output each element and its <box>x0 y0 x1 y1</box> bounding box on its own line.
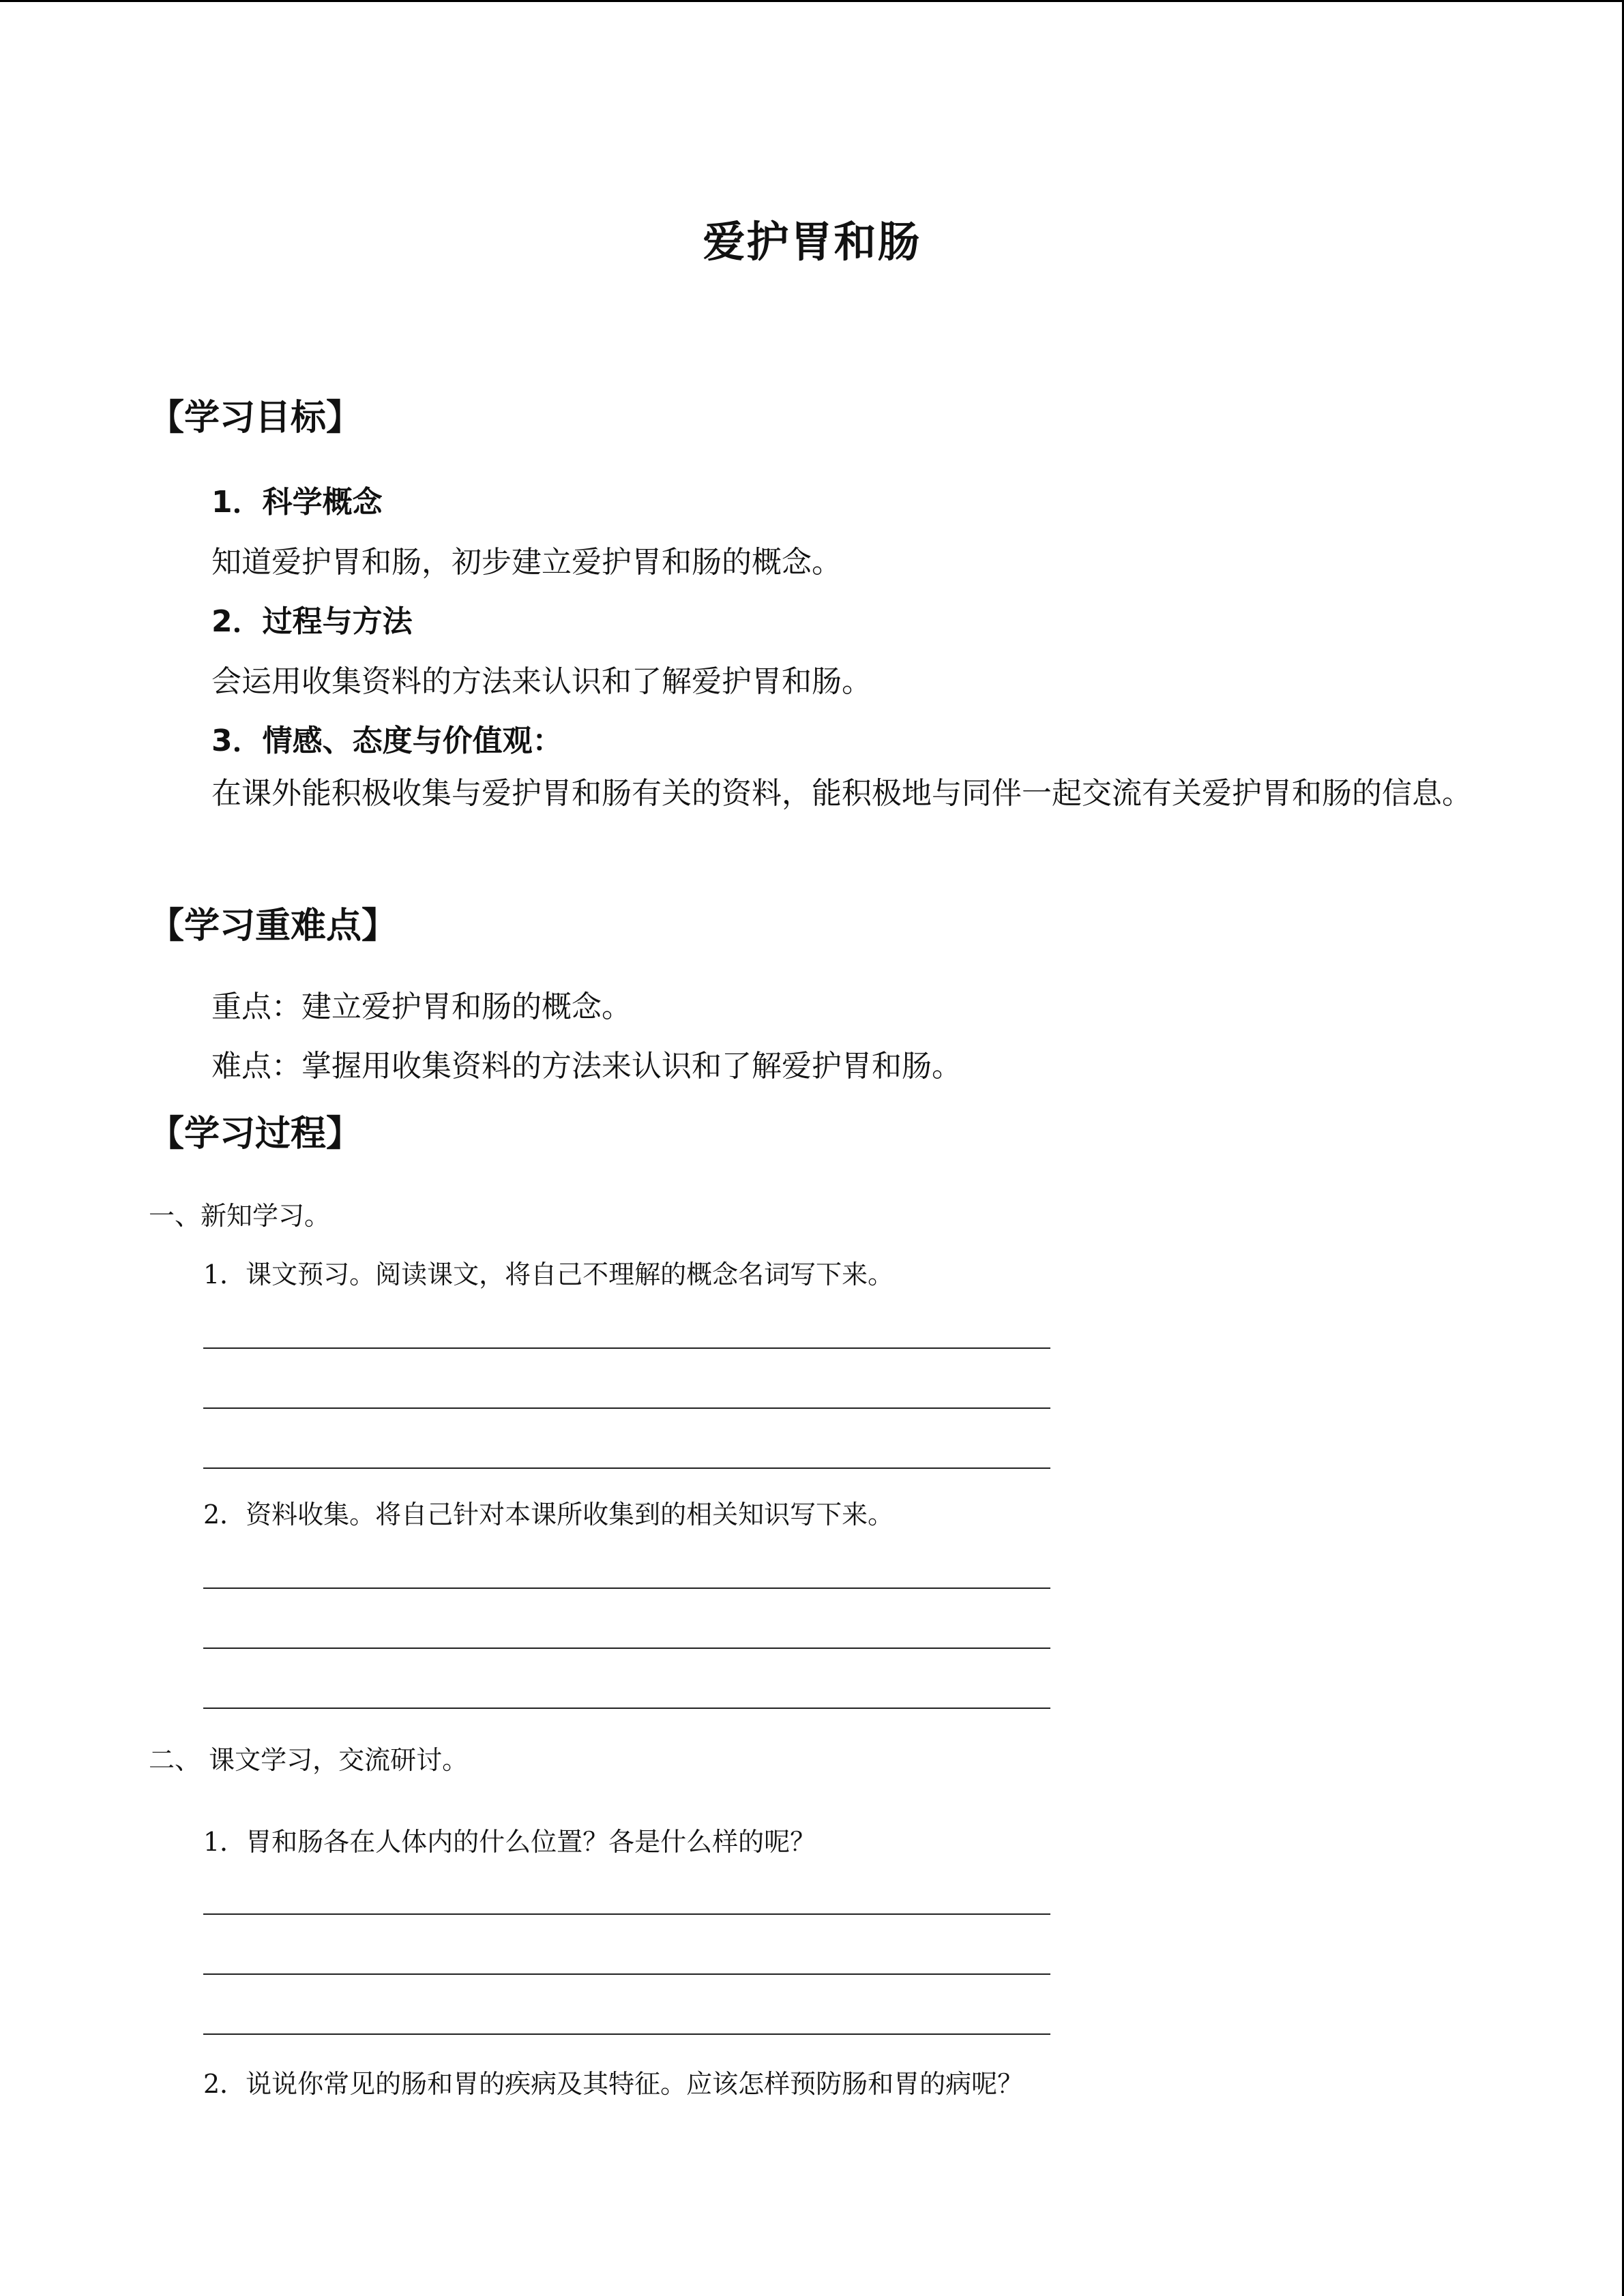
answer-line[interactable] <box>203 2033 1050 2035</box>
part1-title: 一、新知学习。 <box>149 1201 331 1231</box>
process-heading: 【学习过程】 <box>149 1114 362 1154</box>
answer-line[interactable] <box>203 1587 1050 1589</box>
objective-2-text: 会运用收集资料的方法来认识和了解爱护胃和肠。 <box>211 664 872 699</box>
answer-line[interactable] <box>203 1407 1050 1409</box>
answer-line[interactable] <box>203 1467 1050 1469</box>
answer-line[interactable] <box>203 1913 1050 1915</box>
objective-2-title: 2．过程与方法 <box>211 604 413 639</box>
objectives-heading: 【学习目标】 <box>149 398 362 438</box>
answer-line[interactable] <box>203 1648 1050 1649</box>
objective-3-title: 3．情感、态度与价值观： <box>211 724 563 758</box>
focus-text: 重点：建立爱护胃和肠的概念。 <box>211 989 632 1024</box>
part2-question-2: 2．说说你常见的肠和胃的疾病及其特征。应该怎样预防肠和胃的病呢？ <box>203 2069 1024 2099</box>
key-points-heading: 【学习重难点】 <box>149 906 398 946</box>
difficulty-text: 难点：掌握用收集资料的方法来认识和了解爱护胃和肠。 <box>211 1049 962 1084</box>
answer-line[interactable] <box>203 1973 1050 1975</box>
objective-1-text: 知道爱护胃和肠，初步建立爱护胃和肠的概念。 <box>211 545 842 580</box>
part1-question-1: 1．课文预习。阅读课文，将自己不理解的概念名词写下来。 <box>203 1259 894 1289</box>
part1-question-2: 2．资料收集。将自己针对本课所收集到的相关知识写下来。 <box>203 1500 894 1530</box>
objective-1-title: 1．科学概念 <box>211 485 383 520</box>
part2-question-1: 1．胃和肠各在人体内的什么位置？各是什么样的呢？ <box>203 1827 816 1857</box>
page-title: 爱护胃和肠 <box>703 217 921 267</box>
answer-line[interactable] <box>203 1708 1050 1709</box>
part2-title: 二、 课文学习，交流研讨。 <box>149 1745 469 1775</box>
answer-line[interactable] <box>203 1347 1050 1349</box>
objective-3-text: 在课外能积极收集与爱护胃和肠有关的资料，能积极地与同伴一起交流有关爱护胃和肠的信息。 <box>211 776 1472 811</box>
